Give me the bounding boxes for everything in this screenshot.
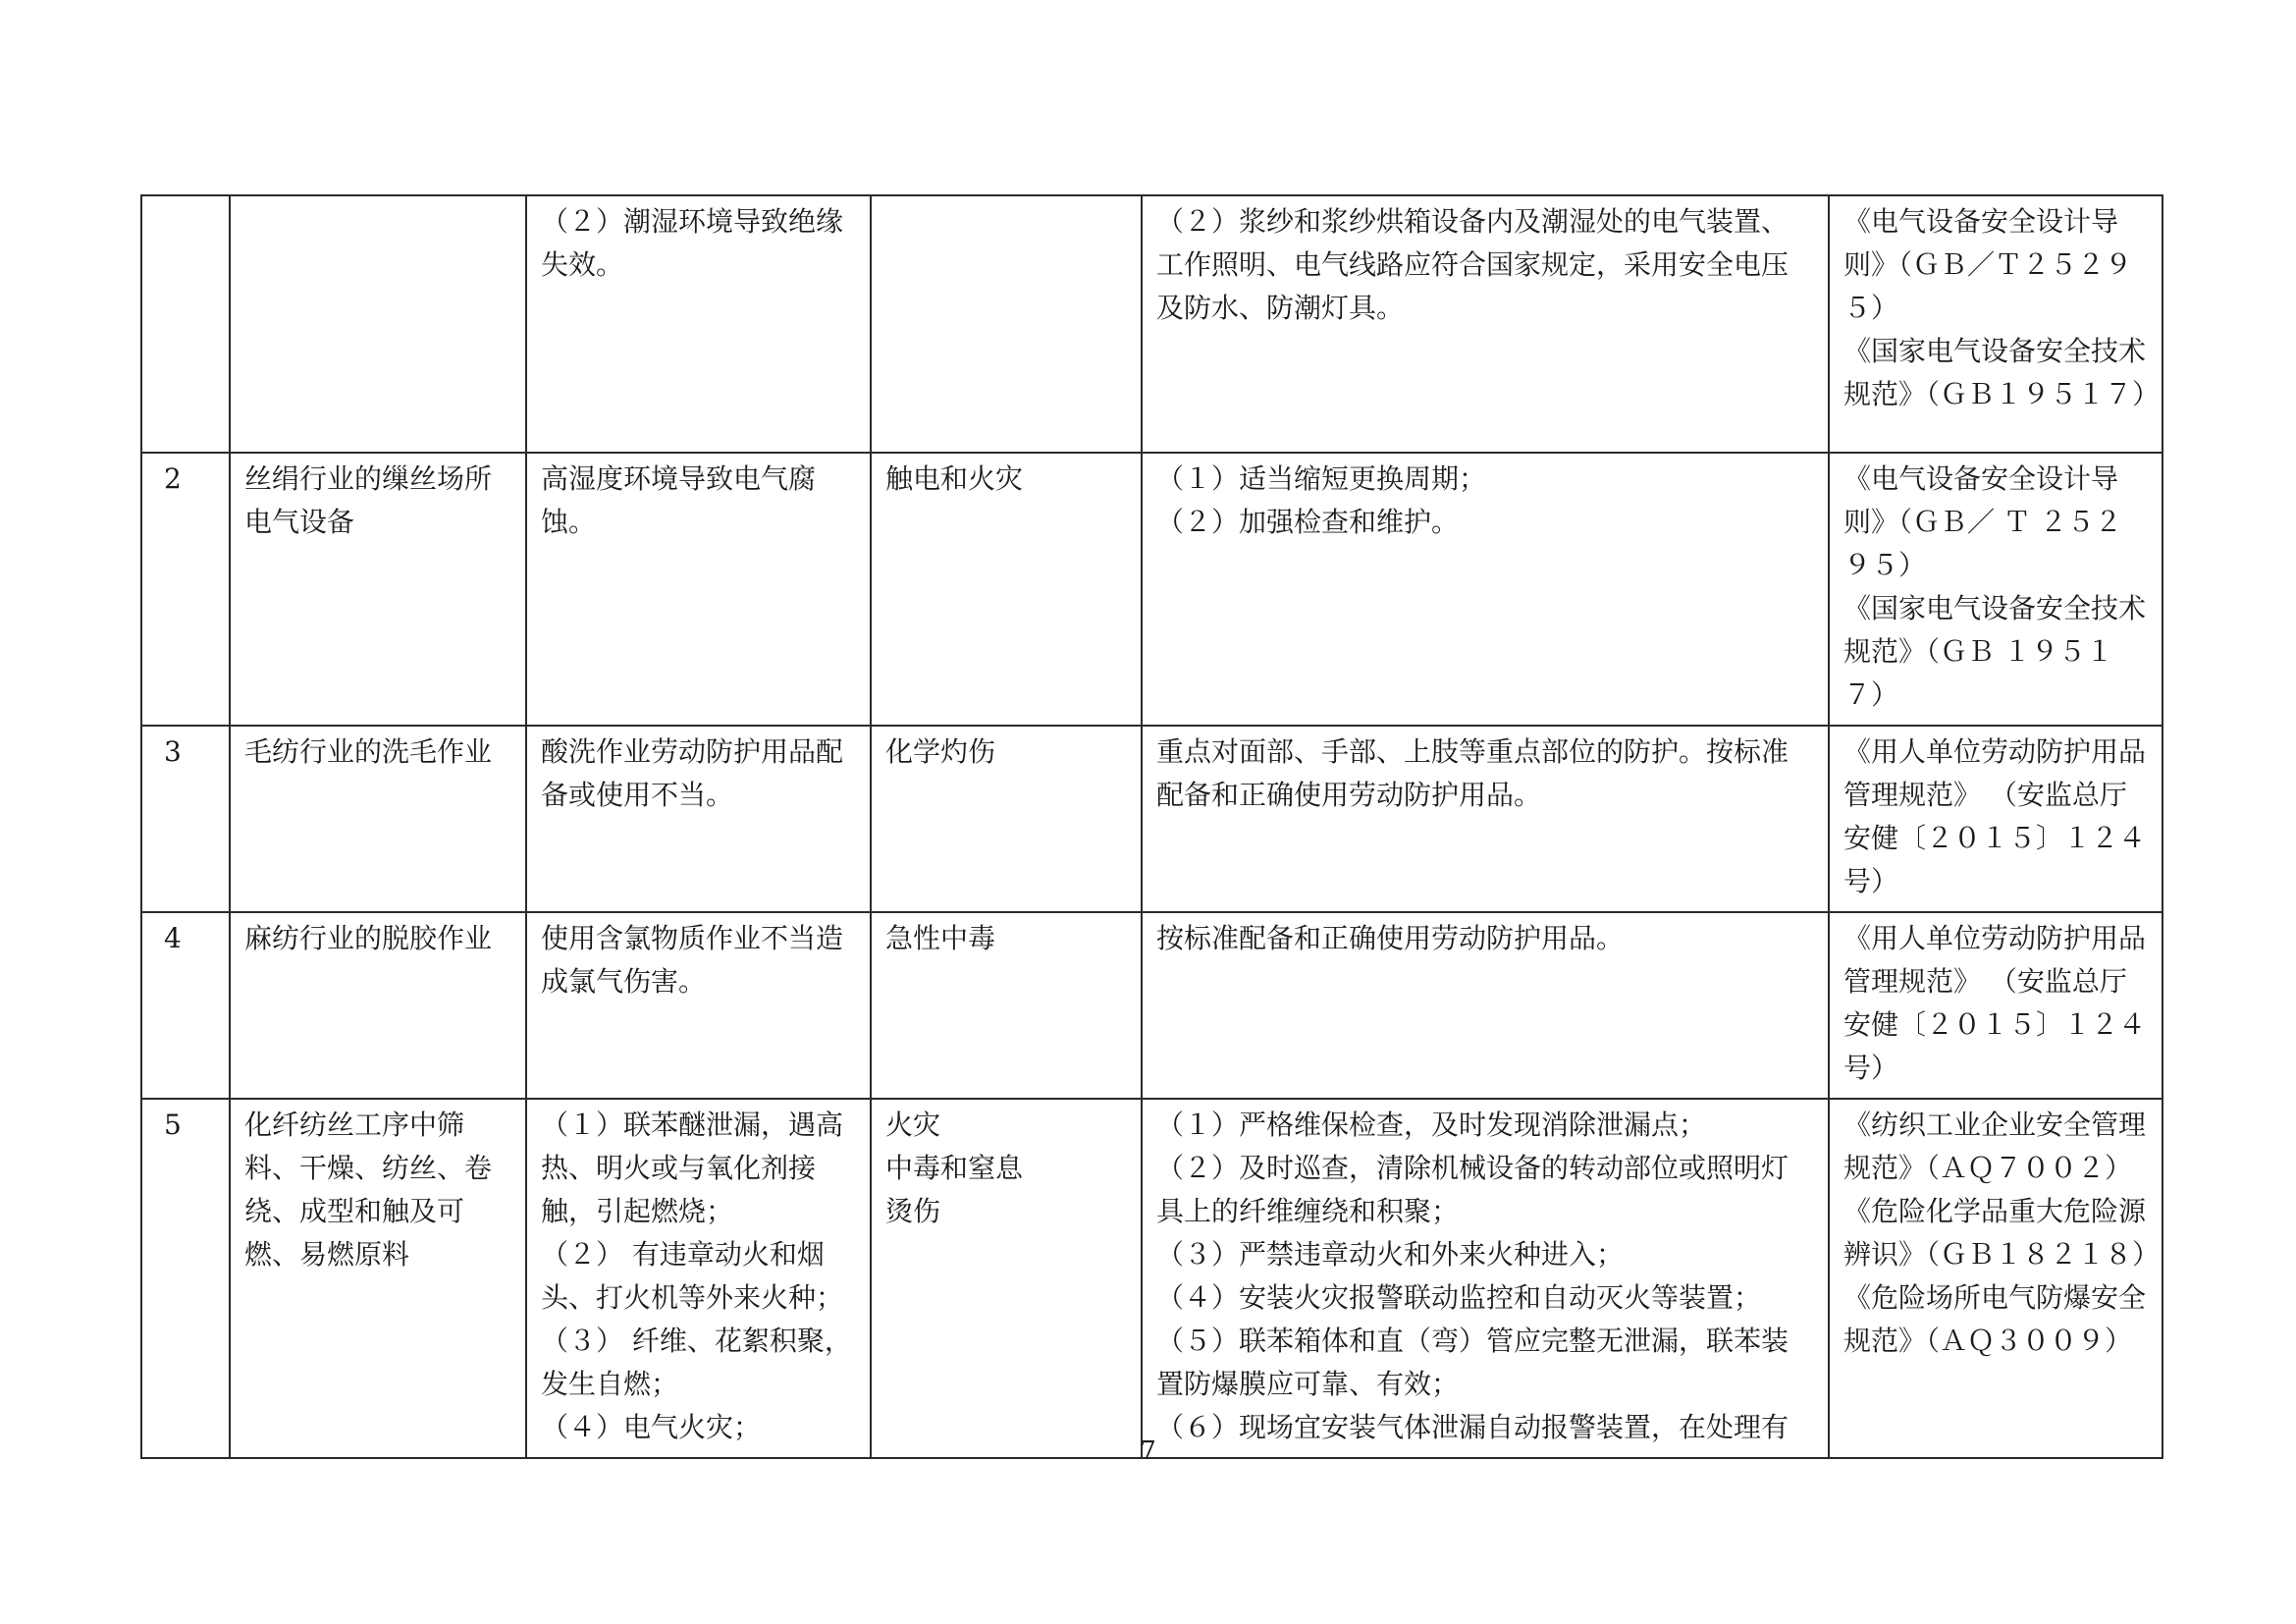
measure-line: （５）联苯箱体和直（弯）管应完整无泄漏，联苯装置防爆膜应可靠、有效； [1156, 1325, 1789, 1400]
harm-line: 火灾 [885, 1109, 941, 1141]
hazard-cell [526, 1099, 871, 1458]
hazard-table [140, 194, 2163, 1459]
hazard-line: （１）联苯醚泄漏，遇高热、明火或与氧化剂接触，引起燃烧； [541, 1109, 844, 1227]
hazard-cell [526, 453, 871, 726]
hazard-cell [526, 912, 871, 1099]
hazard-cell [526, 726, 871, 912]
table-row [141, 726, 2163, 912]
basis-cell [1829, 912, 2163, 1099]
harm-cell [871, 912, 1142, 1099]
basis-cell [1829, 453, 2163, 726]
hazard-line: 使用含氯物质作业不当造成氯气伤害。 [541, 922, 844, 998]
harm-cell [871, 726, 1142, 912]
table-body [141, 195, 2163, 1458]
harm-line: 急性中毒 [885, 922, 996, 954]
basis-cell [1829, 195, 2163, 453]
place-cell: 化纤纺丝工序中筛料、干燥、纺丝、卷绕、成型和触及可燃、易燃原料 [230, 1099, 526, 1458]
row-number [141, 195, 230, 453]
table-row [141, 195, 2163, 453]
measures-cell [1142, 1099, 1829, 1458]
hazard-line: （２）潮湿环境导致绝缘失效。 [541, 205, 844, 281]
basis-cell [1829, 726, 2163, 912]
row-number: 2 [141, 453, 230, 726]
measures-cell [1142, 912, 1829, 1099]
basis-cell [1829, 1099, 2163, 1458]
harm-cell [871, 1099, 1142, 1458]
basis-line: 《国家电气设备安全技术规范》（ＧＢ １９５１７） [1843, 592, 2147, 711]
measure-line: （３）严禁违章动火和外来火种进入； [1156, 1238, 1625, 1271]
hazard-cell [526, 195, 871, 453]
harm-cell [871, 195, 1142, 453]
table-row [141, 1099, 2163, 1458]
place-cell: 丝绢行业的缫丝场所电气设备 [230, 453, 526, 726]
basis-line: 《电气设备安全设计导则》（ＧＢ／Ｔ２５２９５） [1843, 205, 2133, 324]
measures-cell [1142, 726, 1829, 912]
basis-line: 《电气设备安全设计导则》（ＧＢ／ Ｔ ２５２９５） [1843, 462, 2122, 581]
place-cell [230, 195, 526, 453]
harm-line: 中毒和窒息 [885, 1152, 1024, 1184]
measure-line: （２）及时巡查，清除机械设备的转动部位或照明灯具上的纤维缠绕和积聚； [1156, 1152, 1789, 1227]
basis-line: 《国家电气设备安全技术规范》（ＧＢ１９５１７） [1843, 335, 2161, 410]
measure-line: （２）浆纱和浆纱烘箱设备内及潮湿处的电气装置、工作照明、电气线路应符合国家规定，采用安全电压及防水、防潮灯具。 [1156, 205, 1789, 324]
hazard-line: 高湿度环境导致电气腐蚀。 [541, 462, 817, 538]
table-row [141, 912, 2163, 1099]
measure-line: 按标准配备和正确使用劳动防护用品。 [1156, 922, 1625, 954]
basis-line: 《危险化学品重大危险源辨识》（ＧＢ１８２１８） [1843, 1195, 2161, 1271]
basis-line: 《纺织工业企业安全管理规范》（ＡＱ７００２） [1843, 1109, 2147, 1184]
hazard-line: （３） 纤维、花絮积聚，发生自燃； [541, 1325, 852, 1400]
hazard-line: （２） 有违章动火和烟头、打火机等外来火种； [541, 1238, 844, 1314]
measure-line: （１）适当缩短更换周期； [1156, 462, 1487, 495]
hazard-line: 酸洗作业劳动防护用品配备或使用不当。 [541, 735, 844, 811]
harm-cell [871, 453, 1142, 726]
harm-line: 化学灼伤 [885, 735, 996, 768]
basis-line: 《用人单位劳动防护用品管理规范》 （安监总厅安健〔２０１５〕１２４ 号） [1843, 735, 2147, 897]
row-number: 3 [141, 726, 230, 912]
measures-cell [1142, 195, 1829, 453]
measure-line: （６）现场宜安装气体泄漏自动报警装置，在处理有 [1156, 1411, 1789, 1443]
place-cell: 毛纺行业的洗毛作业 [230, 726, 526, 912]
harm-line: 触电和火灾 [885, 462, 1024, 495]
measure-line: 重点对面部、手部、上肢等重点部位的防护。按标准配备和正确使用劳动防护用品。 [1156, 735, 1789, 811]
page-number: 7 [1140, 1436, 1156, 1466]
table-row [141, 453, 2163, 726]
row-number: 5 [141, 1099, 230, 1458]
measure-line: （２）加强检查和维护。 [1156, 506, 1460, 538]
measure-line: （１）严格维保检查，及时发现消除泄漏点； [1156, 1109, 1707, 1141]
measures-cell [1142, 453, 1829, 726]
basis-line: 《用人单位劳动防护用品管理规范》 （安监总厅安健〔２０１５〕１２４ 号） [1843, 922, 2147, 1084]
hazard-line: （４）电气火灾； [541, 1411, 762, 1443]
harm-line: 烫伤 [885, 1195, 941, 1227]
measure-line: （４）安装火灾报警联动监控和自动灭火等装置； [1156, 1281, 1762, 1314]
row-number: 4 [141, 912, 230, 1099]
place-cell: 麻纺行业的脱胶作业 [230, 912, 526, 1099]
basis-line: 《危险场所电气防爆安全规范》（ＡＱ３００９） [1843, 1281, 2147, 1357]
